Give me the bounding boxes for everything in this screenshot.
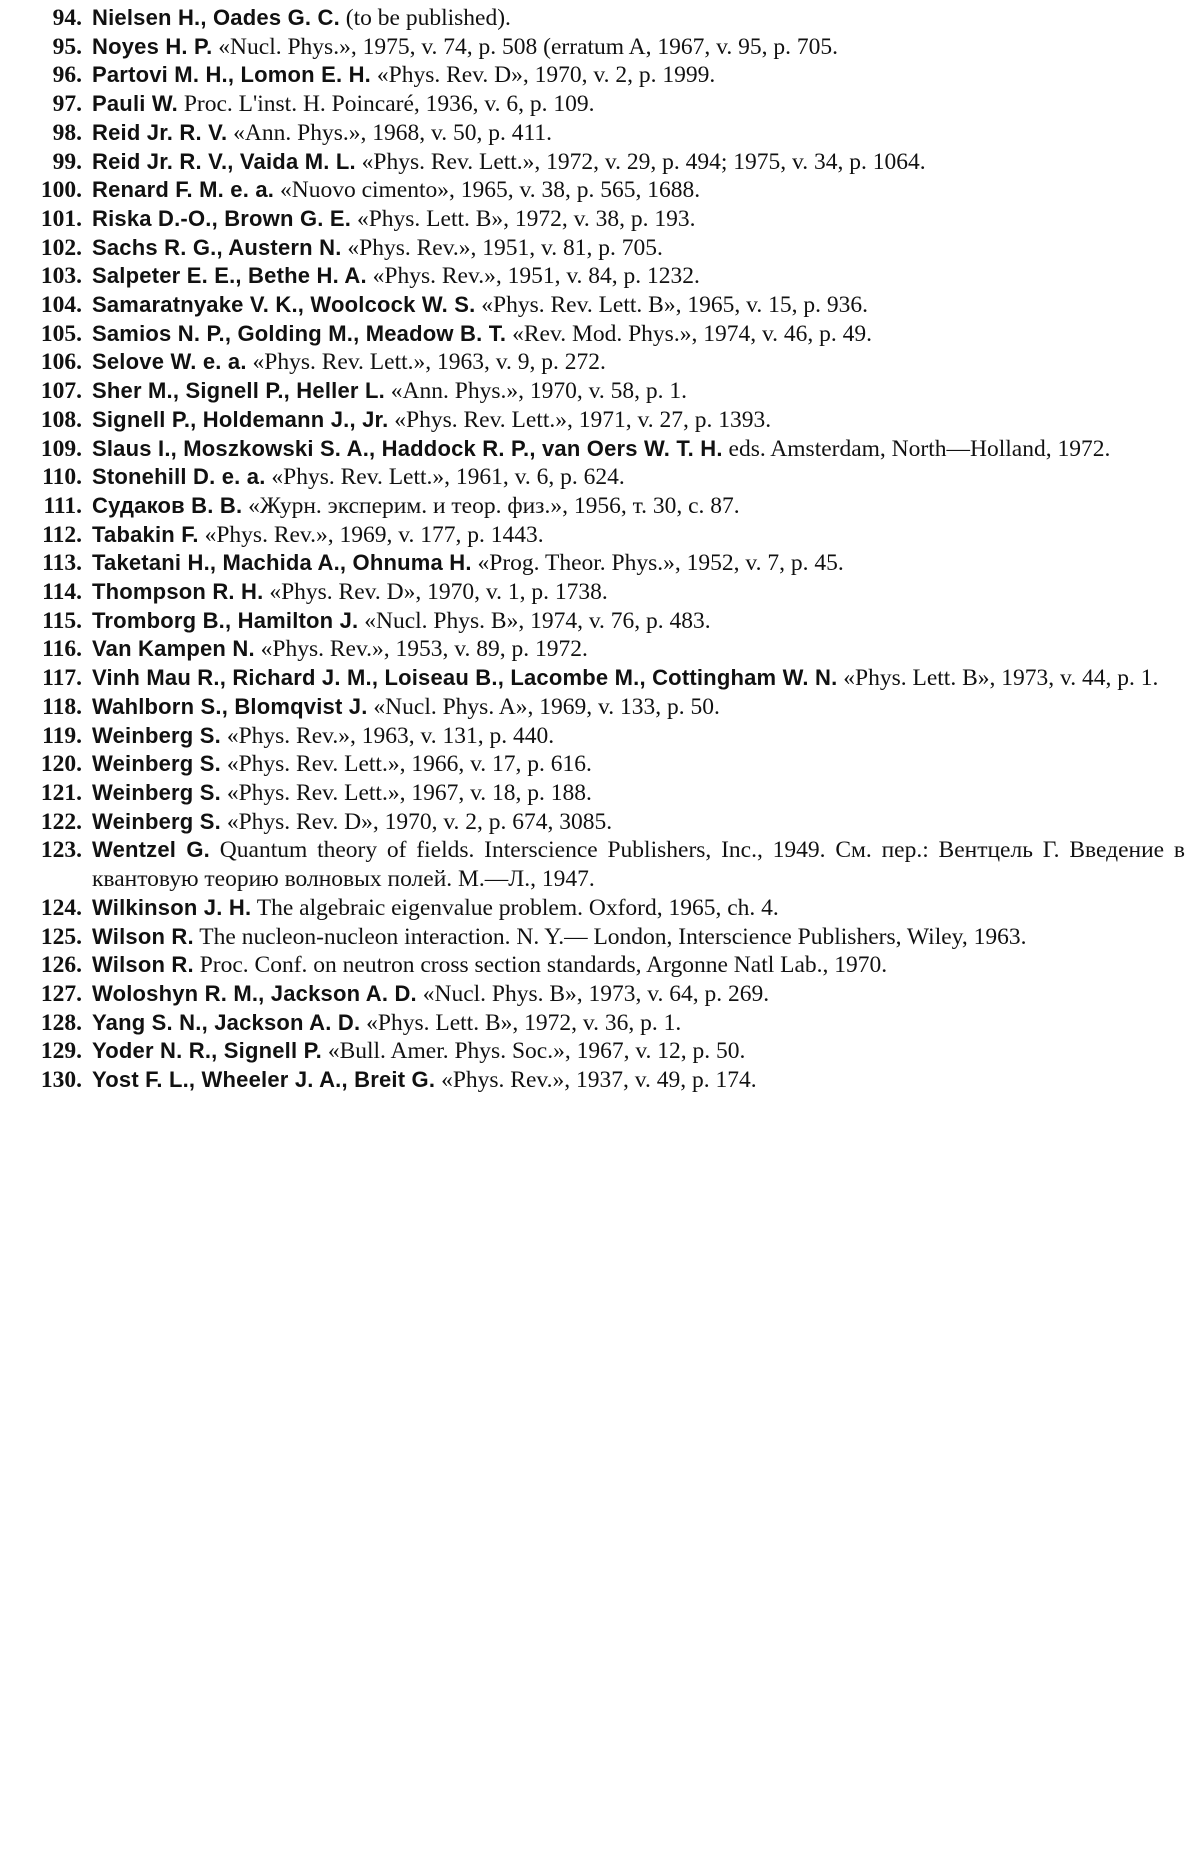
reference-authors: Reid Jr. R. V. xyxy=(92,119,228,145)
reference-entry xyxy=(20,320,1185,349)
reference-authors: Wilson R. xyxy=(92,923,194,949)
reference-entry xyxy=(20,1037,1185,1066)
reference-text xyxy=(92,808,1185,837)
reference-number: 126. xyxy=(40,952,82,979)
reference-source: «Phys. Lett. B», 1972, v. 36, p. 1. xyxy=(366,1009,682,1036)
reference-authors: Wilson R. xyxy=(92,952,194,978)
reference-number: 119. xyxy=(42,722,82,749)
reference-source: «Nucl. Phys. B», 1974, v. 76, p. 483. xyxy=(364,607,711,634)
reference-number: 129. xyxy=(40,1038,82,1065)
reference-source: «Nucl. Phys.», 1975, v. 74, p. 508 (erratum A, 1967, v. 95, p. 705. xyxy=(218,33,838,60)
reference-number: 106. xyxy=(40,349,82,376)
reference-number: 100. xyxy=(40,177,82,204)
reference-number: 122. xyxy=(40,808,82,835)
reference-text xyxy=(92,836,1185,893)
reference-authors: Wahlborn S., Blomqvist J. xyxy=(92,693,368,719)
reference-source: «Ann. Phys.», 1968, v. 50, p. 411. xyxy=(233,119,552,146)
reference-text xyxy=(92,348,1185,377)
reference-number: 127. xyxy=(40,980,82,1007)
reference-number: 112. xyxy=(42,521,82,548)
reference-text xyxy=(92,1066,1185,1095)
reference-text xyxy=(92,923,1185,952)
reference-source: Quantum theory of fields. Interscience Publishers, Inc., 1949. См. пер.: Вентцель Г. Введение в квантовую теорию волновых полей. М.—Л., 1947. xyxy=(92,837,1185,893)
reference-authors: Stonehill D. e. a. xyxy=(92,464,266,490)
reference-entry xyxy=(20,549,1185,578)
reference-source: «Rev. Mod. Phys.», 1974, v. 46, p. 49. xyxy=(512,320,873,347)
reference-authors: Wentzel G. xyxy=(92,837,210,863)
reference-authors: Weinberg S. xyxy=(92,722,221,748)
reference-source: «Prog. Theor. Phys.», 1952, v. 7, p. 45. xyxy=(477,550,844,577)
reference-source: «Phys. Rev.», 1969, v. 177, p. 1443. xyxy=(204,521,544,548)
reference-entry xyxy=(20,808,1185,837)
reference-entry xyxy=(20,980,1185,1009)
reference-source: «Ann. Phys.», 1970, v. 58, p. 1. xyxy=(390,378,687,405)
reference-number: 108. xyxy=(40,406,82,433)
reference-source: Proc. L'inst. H. Poincaré, 1936, v. 6, p. 109. xyxy=(183,91,595,118)
reference-number: 96. xyxy=(52,62,82,89)
reference-entry xyxy=(20,406,1185,435)
reference-text xyxy=(92,635,1185,664)
reference-number: 105. xyxy=(40,320,82,347)
reference-entry xyxy=(20,148,1185,177)
reference-number: 117. xyxy=(42,665,82,692)
reference-text xyxy=(92,779,1185,808)
reference-entry xyxy=(20,61,1185,90)
reference-source: «Nucl. Phys. A», 1969, v. 133, p. 50. xyxy=(373,693,720,720)
reference-source: «Phys. Lett. B», 1972, v. 38, p. 193. xyxy=(356,205,696,232)
reference-number: 125. xyxy=(40,923,82,950)
reference-entry xyxy=(20,4,1185,33)
reference-text xyxy=(92,492,1185,521)
reference-number: 109. xyxy=(40,435,82,462)
reference-text xyxy=(92,148,1185,177)
reference-text xyxy=(92,4,1185,33)
reference-number: 98. xyxy=(52,119,82,146)
reference-number: 97. xyxy=(52,91,82,118)
reference-authors: Samaratnyake V. K., Woolcock W. S. xyxy=(92,292,476,318)
reference-number: 111. xyxy=(43,492,82,519)
reference-source: «Phys. Lett. B», 1973, v. 44, p. 1. xyxy=(843,665,1159,692)
reference-number: 113. xyxy=(42,550,82,577)
reference-authors: Weinberg S. xyxy=(92,751,221,777)
reference-entry xyxy=(20,234,1185,263)
reference-list xyxy=(20,4,1185,1095)
reference-source: «Phys. Rev. Lett.», 1961, v. 6, p. 624. xyxy=(271,464,625,491)
reference-authors: Reid Jr. R. V., Vaida M. L. xyxy=(92,148,356,174)
reference-text xyxy=(92,521,1185,550)
reference-text xyxy=(92,262,1185,291)
reference-number: 116. xyxy=(42,636,82,663)
reference-entry xyxy=(20,1009,1185,1038)
reference-number: 94. xyxy=(52,5,82,31)
reference-text xyxy=(92,33,1185,62)
reference-text xyxy=(92,435,1185,464)
reference-authors: Selove W. e. a. xyxy=(92,349,247,375)
reference-authors: Samios N. P., Golding M., Meadow B. T. xyxy=(92,320,507,346)
reference-text xyxy=(92,406,1185,435)
reference-source: eds. Amsterdam, North—Holland, 1972. xyxy=(728,435,1111,462)
reference-authors: Yost F. L., Wheeler J. A., Breit G. xyxy=(92,1067,436,1093)
reference-source: «Phys. Rev. D», 1970, v. 2, p. 1999. xyxy=(376,62,716,89)
reference-number: 120. xyxy=(40,751,82,778)
reference-source: «Phys. Rev.», 1937, v. 49, p. 174. xyxy=(441,1067,757,1094)
reference-entry xyxy=(20,607,1185,636)
reference-source: «Phys. Rev.», 1951, v. 84, p. 1232. xyxy=(372,263,700,290)
reference-number: 95. xyxy=(52,33,82,60)
reference-text xyxy=(92,463,1185,492)
reference-authors: Nielsen H., Oades G. C. xyxy=(92,5,340,30)
reference-source: «Журн. эксперим. и теор. физ.», 1956, т. 30, с. 87. xyxy=(248,492,740,519)
reference-authors: Yoder N. R., Signell P. xyxy=(92,1038,322,1064)
reference-number: 99. xyxy=(52,148,82,175)
reference-text xyxy=(92,980,1185,1009)
reference-entry xyxy=(20,463,1185,492)
reference-number: 107. xyxy=(40,378,82,405)
reference-authors: Wilkinson J. H. xyxy=(92,894,252,920)
reference-entry xyxy=(20,521,1185,550)
reference-source: «Phys. Rev.», 1953, v. 89, p. 1972. xyxy=(260,636,588,663)
reference-source: «Phys. Rev. Lett.», 1967, v. 18, p. 188. xyxy=(226,779,592,806)
reference-text xyxy=(92,894,1185,923)
reference-source: Proc. Conf. on neutron cross section standards, Argonne Natl Lab., 1970. xyxy=(199,952,888,979)
reference-entry xyxy=(20,635,1185,664)
reference-text xyxy=(92,693,1185,722)
reference-text xyxy=(92,578,1185,607)
reference-authors: Sher M., Signell P., Heller L. xyxy=(92,378,385,404)
reference-entry xyxy=(20,836,1185,893)
reference-number: 130. xyxy=(40,1067,82,1094)
reference-entry xyxy=(20,693,1185,722)
reference-number: 110. xyxy=(42,464,82,491)
reference-number: 121. xyxy=(40,779,82,806)
reference-source: «Phys. Rev. Lett.», 1971, v. 27, p. 1393. xyxy=(394,406,772,433)
reference-authors: Vinh Mau R., Richard J. M., Loiseau B., Lacombe M., Cottingham W. N. xyxy=(92,665,838,691)
reference-number: 118. xyxy=(42,693,82,720)
reference-authors: Noyes H. P. xyxy=(92,33,213,59)
reference-entry xyxy=(20,377,1185,406)
reference-source: «Bull. Amer. Phys. Soc.», 1967, v. 12, p. 50. xyxy=(327,1038,746,1065)
reference-authors: Slaus I., Moszkowski S. A., Haddock R. P., van Oers W. T. H. xyxy=(92,435,723,461)
reference-text xyxy=(92,951,1185,980)
reference-number: 128. xyxy=(40,1009,82,1036)
reference-authors: Weinberg S. xyxy=(92,808,221,834)
reference-text xyxy=(92,722,1185,751)
reference-entry xyxy=(20,33,1185,62)
reference-number: 104. xyxy=(40,292,82,319)
reference-text xyxy=(92,664,1185,693)
reference-entry xyxy=(20,779,1185,808)
reference-authors: Судаков В. В. xyxy=(92,492,243,518)
reference-source: «Phys. Rev. Lett. B», 1965, v. 15, p. 936. xyxy=(481,292,868,319)
reference-authors: Renard F. M. e. a. xyxy=(92,177,275,203)
reference-source: «Phys. Rev. Lett.», 1963, v. 9, p. 272. xyxy=(252,349,606,376)
reference-text xyxy=(92,61,1185,90)
reference-authors: Thompson R. H. xyxy=(92,579,264,605)
reference-text xyxy=(92,377,1185,406)
reference-text xyxy=(92,1037,1185,1066)
reference-source: «Phys. Rev. Lett.», 1966, v. 17, p. 616. xyxy=(226,751,592,778)
reference-entry xyxy=(20,951,1185,980)
reference-number: 115. xyxy=(42,607,82,634)
reference-text xyxy=(92,1009,1185,1038)
reference-entry xyxy=(20,90,1185,119)
reference-source: The algebraic eigenvalue problem. Oxford, 1965, ch. 4. xyxy=(256,894,779,921)
reference-number: 114. xyxy=(42,579,82,606)
reference-entry xyxy=(20,205,1185,234)
reference-authors: Riska D.-O., Brown G. E. xyxy=(92,205,352,231)
reference-authors: Sachs R. G., Austern N. xyxy=(92,234,342,260)
reference-number: 101. xyxy=(40,205,82,232)
reference-entry xyxy=(20,291,1185,320)
reference-entry xyxy=(20,722,1185,751)
reference-entry xyxy=(20,664,1185,693)
reference-number: 124. xyxy=(40,894,82,921)
reference-entry xyxy=(20,176,1185,205)
reference-source: «Phys. Rev. Lett.», 1972, v. 29, p. 494; 1975, v. 34, p. 1064. xyxy=(361,148,926,175)
reference-authors: Signell P., Holdemann J., Jr. xyxy=(92,406,389,432)
reference-text xyxy=(92,750,1185,779)
reference-source: «Nucl. Phys. B», 1973, v. 64, p. 269. xyxy=(422,980,770,1007)
reference-authors: Tromborg B., Hamilton J. xyxy=(92,607,359,633)
reference-entry xyxy=(20,262,1185,291)
reference-text xyxy=(92,549,1185,578)
reference-entry xyxy=(20,923,1185,952)
reference-source: «Phys. Rev.», 1951, v. 81, p. 705. xyxy=(347,234,663,261)
reference-authors: Woloshyn R. M., Jackson A. D. xyxy=(92,980,417,1006)
reference-entry xyxy=(20,492,1185,521)
reference-source: The nucleon-nucleon interaction. N. Y.— London, Interscience Publishers, Wiley, 1963. xyxy=(199,923,1027,950)
reference-source: «Nuovo cimento», 1965, v. 38, p. 565, 1688. xyxy=(279,177,701,204)
reference-authors: Van Kampen N. xyxy=(92,636,255,662)
reference-text xyxy=(92,607,1185,636)
reference-authors: Weinberg S. xyxy=(92,779,221,805)
reference-authors: Pauli W. xyxy=(92,91,178,117)
reference-entry xyxy=(20,435,1185,464)
reference-entry xyxy=(20,1066,1185,1095)
reference-authors: Taketani H., Machida A., Ohnuma H. xyxy=(92,550,472,576)
reference-text xyxy=(92,176,1185,205)
reference-number: 103. xyxy=(40,263,82,290)
reference-source: «Phys. Rev.», 1963, v. 131, p. 440. xyxy=(226,722,555,749)
reference-authors: Tabakin F. xyxy=(92,521,199,547)
reference-text xyxy=(92,205,1185,234)
reference-source: «Phys. Rev. D», 1970, v. 1, p. 1738. xyxy=(269,579,608,606)
reference-authors: Yang S. N., Jackson A. D. xyxy=(92,1009,361,1035)
reference-entry xyxy=(20,894,1185,923)
reference-text xyxy=(92,320,1185,349)
reference-entry xyxy=(20,750,1185,779)
reference-authors: Salpeter E. E., Bethe H. A. xyxy=(92,263,367,289)
reference-entry xyxy=(20,119,1185,148)
reference-text xyxy=(92,90,1185,119)
reference-number: 123. xyxy=(40,837,82,864)
reference-text xyxy=(92,119,1185,148)
reference-source: (to be published). xyxy=(345,5,511,31)
reference-source: «Phys. Rev. D», 1970, v. 2, p. 674, 3085. xyxy=(226,808,613,835)
reference-text xyxy=(92,234,1185,263)
reference-authors: Partovi M. H., Lomon E. H. xyxy=(92,62,371,88)
reference-entry xyxy=(20,578,1185,607)
reference-number: 102. xyxy=(40,234,82,261)
reference-entry xyxy=(20,348,1185,377)
reference-text xyxy=(92,291,1185,320)
